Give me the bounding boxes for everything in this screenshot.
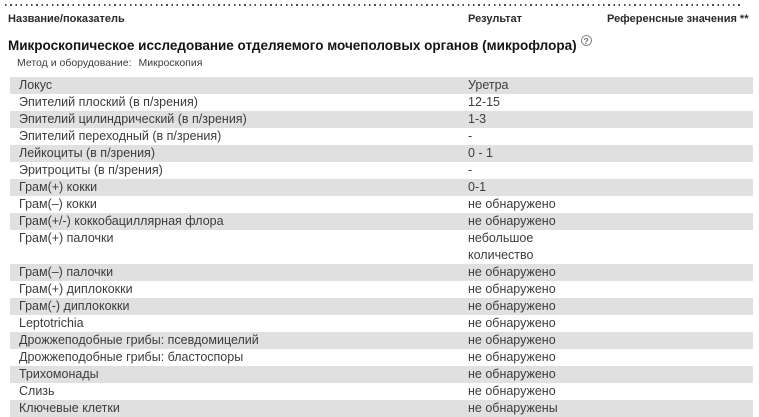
method-value: Микроскопия <box>138 57 203 69</box>
parameter-result <box>468 332 607 349</box>
method-line <box>17 57 751 70</box>
table-row <box>10 281 753 298</box>
parameter-result-line1: не обнаружено <box>468 367 556 381</box>
parameter-name: Слизь <box>19 384 55 398</box>
parameter-result <box>468 366 607 383</box>
parameter-result-line1: небольшое <box>468 231 534 245</box>
parameter-result-line1: - <box>468 163 473 177</box>
parameter-result-line1: 1-3 <box>468 112 487 126</box>
parameter-name: Грам(–) палочки <box>19 265 114 279</box>
parameter-result-line1: не обнаружено <box>468 333 556 347</box>
parameter-result-line1: Уретра <box>468 78 509 92</box>
parameter-result-line1: не обнаружено <box>468 214 556 228</box>
parameter-result <box>468 145 607 162</box>
table-row <box>10 213 753 230</box>
parameter-result-line1: не обнаружено <box>468 282 556 296</box>
parameter-result <box>468 77 607 94</box>
parameter-result <box>468 349 607 366</box>
parameter-name: Грам(-) диплококки <box>19 299 130 313</box>
parameter-name: Leptotrichia <box>19 316 84 330</box>
parameter-result <box>468 196 607 213</box>
parameter-name: Эпителий цилиндрический (в п/зрения) <box>19 112 247 126</box>
parameter-result-line1: 12-15 <box>468 95 500 109</box>
parameter-result-line1: не обнаружено <box>468 197 556 211</box>
dotted-separator <box>5 4 743 6</box>
table-row <box>10 128 753 145</box>
lab-report-page <box>0 4 759 415</box>
parameter-name: Грам(+) кокки <box>19 180 98 194</box>
parameter-result <box>468 383 607 400</box>
parameter-result-line1: 0 - 1 <box>468 146 494 160</box>
parameter-result <box>468 400 607 417</box>
parameter-result <box>468 298 607 315</box>
table-row <box>10 383 753 400</box>
parameter-result <box>468 230 607 264</box>
table-row <box>10 111 753 128</box>
parameter-result <box>468 128 607 145</box>
table-row <box>10 332 753 349</box>
parameter-result <box>468 111 607 128</box>
table-row <box>10 366 753 383</box>
parameter-name: Ключевые клетки <box>19 401 120 415</box>
parameter-name: Грам(+/-) коккобациллярная флора <box>19 214 224 228</box>
table-row <box>10 298 753 315</box>
parameter-result-line1: - <box>468 129 473 143</box>
parameter-result-line2: количество <box>468 248 534 262</box>
parameter-result <box>468 94 607 111</box>
table-row <box>10 77 753 94</box>
column-headers <box>8 12 751 26</box>
parameter-name: Лейкоциты (в п/зрения) <box>19 146 155 160</box>
table-row <box>10 179 753 196</box>
parameter-result-line1: 0-1 <box>468 180 487 194</box>
parameter-result-line1: не обнаружено <box>468 299 556 313</box>
help-question-icon[interactable]: ? <box>581 35 592 46</box>
parameter-result-line1: не обнаружено <box>468 316 556 330</box>
parameter-result-line1: не обнаружено <box>468 384 556 398</box>
table-row <box>10 264 753 281</box>
column-header-name: Название/показатель <box>8 13 125 25</box>
parameter-result <box>468 162 607 179</box>
column-header-result: Результат <box>468 13 523 25</box>
table-row <box>10 196 753 213</box>
parameter-result <box>468 264 607 281</box>
parameter-result-line1: не обнаружены <box>468 401 558 415</box>
parameter-name: Локус <box>19 78 53 92</box>
table-row <box>10 145 753 162</box>
parameter-name: Эпителий плоский (в п/зрения) <box>19 95 198 109</box>
parameter-name: Грам(–) кокки <box>19 197 97 211</box>
parameter-result-line1: не обнаружено <box>468 350 556 364</box>
table-row <box>10 94 753 111</box>
parameter-name: Грам(+) диплококки <box>19 282 133 296</box>
table-row <box>10 230 753 264</box>
parameter-result <box>468 213 607 230</box>
column-header-reference: Референсные значения ** <box>607 13 749 25</box>
table-row <box>10 315 753 332</box>
parameter-result <box>468 179 607 196</box>
parameter-name: Грам(+) палочки <box>19 231 114 245</box>
section-title <box>8 35 751 54</box>
parameter-name: Эпителий переходный (в п/зрения) <box>19 129 222 143</box>
section-title-text: Микроскопическое исследование отделяемого мочеполовых органов (микрофлора) <box>8 38 577 53</box>
parameter-name: Дрожжеподобные грибы: бластоспоры <box>19 350 244 364</box>
parameter-result <box>468 315 607 332</box>
table-row <box>10 400 753 417</box>
method-label: Метод и оборудование: <box>17 57 132 69</box>
table-row <box>10 162 753 179</box>
results-table <box>10 77 753 417</box>
table-row <box>10 349 753 366</box>
parameter-name: Трихомонады <box>19 367 99 381</box>
parameter-name: Дрожжеподобные грибы: псевдомицелий <box>19 333 259 347</box>
parameter-result-line1: не обнаружено <box>468 265 556 279</box>
parameter-result <box>468 281 607 298</box>
parameter-name: Эритроциты (в п/зрения) <box>19 163 163 177</box>
